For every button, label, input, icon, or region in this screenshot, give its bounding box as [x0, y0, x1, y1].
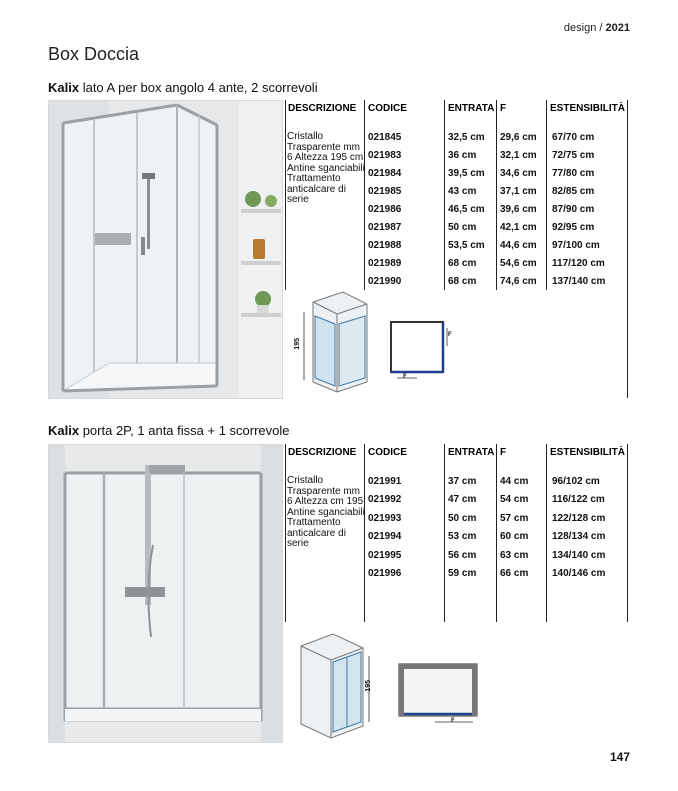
section-1-title: [48, 80, 318, 95]
cell-estensibilita: 77/80 cm: [552, 168, 595, 179]
cell-entrata: 68 cm: [448, 276, 477, 287]
cell-codice: 021996: [368, 568, 402, 579]
cell-estensibilita: 122/128 cm: [552, 512, 606, 524]
page-number: 147: [609, 750, 630, 764]
cell-f: 66 cm: [500, 568, 529, 579]
cell-entrata: 46,5 cm: [448, 204, 485, 215]
cell-estensibilita: 82/85 cm: [552, 186, 595, 197]
cell-estensibilita: 92/95 cm: [552, 222, 595, 233]
cell-codice: 021983: [368, 150, 402, 161]
cell-entrata: 53,5 cm: [448, 240, 485, 251]
cell-codice: 021994: [368, 531, 402, 543]
plan-diagram-2: [395, 660, 485, 730]
cell-f: 34,6 cm: [500, 168, 537, 179]
header-entrata: ENTRATA: [448, 103, 495, 114]
cell-entrata: 68 cm: [448, 258, 477, 269]
cell-codice: 021986: [368, 204, 402, 215]
table-divider: [285, 100, 286, 290]
iso-niche-icon: [295, 630, 375, 742]
table-divider: [496, 444, 497, 622]
page-title: Box Doccia: [48, 44, 140, 64]
cell-entrata: 50 cm: [448, 222, 477, 233]
iso-box-icon: [295, 290, 375, 400]
cell-estensibilita: 117/120 cm: [552, 258, 605, 269]
cell-f: 32,1 cm: [500, 150, 537, 161]
cell-estensibilita: 137/140 cm: [552, 276, 606, 287]
header-estensibilita: ESTENSIBILITÀ: [550, 447, 626, 458]
f-label: F: [403, 374, 407, 380]
table-divider: [546, 100, 547, 290]
corner-box-illustration: [49, 101, 282, 398]
cell-estensibilita: 140/146 cm: [552, 568, 606, 579]
cell-entrata: 56 cm: [448, 549, 477, 561]
cell-codice: 021992: [368, 494, 402, 506]
iso-diagram-1: [295, 290, 375, 400]
product-photo-niche-door: [48, 444, 283, 743]
niche-door-illustration: [49, 445, 282, 742]
plan-view-icon: [395, 660, 485, 730]
cell-codice: 021987: [368, 222, 402, 233]
height-label: 195: [294, 338, 301, 350]
cell-entrata: 36 cm: [448, 150, 477, 161]
cell-entrata: 39,5 cm: [448, 168, 485, 179]
cell-entrata: 43 cm: [448, 186, 477, 197]
table-divider: [627, 100, 628, 398]
cell-estensibilita: 67/70 cm: [552, 132, 595, 143]
cell-codice: 021985: [368, 186, 402, 197]
section-2-title: [48, 423, 290, 438]
cell-entrata: 53 cm: [448, 531, 477, 543]
cell-f: 63 cm: [500, 549, 529, 561]
design-label: design /: [563, 22, 603, 34]
description: Cristallo Trasparente mm 6 Altezza cm 195 Antine sganciabili Trattamento anticalcare di serie: [287, 475, 365, 549]
cell-f: 44,6 cm: [500, 240, 537, 251]
header-entrata: ENTRATA: [448, 447, 495, 458]
year: 2021: [605, 22, 630, 34]
cell-f: 60 cm: [500, 531, 529, 543]
cell-estensibilita: 116/122 cm: [552, 494, 605, 506]
cell-f: 74,6 cm: [500, 276, 537, 287]
cell-f: 44 cm: [500, 476, 529, 487]
product-photo-corner-box: [48, 100, 283, 399]
cell-codice: 021984: [368, 168, 402, 179]
table-divider: [546, 444, 547, 622]
plan-view-icon: [387, 318, 457, 386]
cell-f: 54,6 cm: [500, 258, 537, 269]
cell-codice: 021990: [368, 276, 402, 287]
table-divider: [627, 444, 628, 622]
table-divider: [444, 100, 445, 290]
header-estensibilita: ESTENSIBILITÀ: [550, 103, 626, 114]
product-name: Kalix: [48, 423, 80, 438]
cell-f: 39,6 cm: [500, 204, 537, 215]
cell-estensibilita: 72/75 cm: [552, 150, 595, 161]
cell-estensibilita: 97/100 cm: [552, 240, 600, 251]
description: Cristallo Trasparente mm 6 Altezza 195 cm Antine sganciabili Trattamento anticalcare di serie: [287, 131, 365, 205]
table-divider: [496, 100, 497, 290]
cell-f: 54 cm: [500, 494, 529, 506]
header-descrizione: DESCRIZIONE: [288, 103, 357, 114]
cell-f: 29,6 cm: [500, 132, 537, 143]
header-codice: CODICE: [368, 447, 407, 458]
cell-f: 37,1 cm: [500, 186, 537, 197]
cell-entrata: 50 cm: [448, 512, 477, 524]
cell-codice: 021845: [368, 132, 402, 143]
iso-diagram-2: [295, 630, 375, 742]
f-label: F: [448, 332, 452, 338]
cell-entrata: 59 cm: [448, 568, 477, 579]
cell-f: 57 cm: [500, 512, 529, 524]
plan-diagram-1: [387, 318, 457, 386]
cell-estensibilita: 134/140 cm: [552, 549, 606, 561]
cell-codice: 021993: [368, 512, 402, 524]
cell-estensibilita: 96/102 cm: [552, 476, 600, 487]
cell-codice: 021991: [368, 476, 402, 487]
header-descrizione: DESCRIZIONE: [288, 447, 357, 458]
cell-entrata: 47 cm: [448, 494, 477, 506]
header-tag: [564, 22, 630, 34]
table-divider: [285, 444, 286, 622]
table-divider: [444, 444, 445, 622]
section-2-subtitle: porta 2P, 1 anta fissa + 1 scorrevole: [82, 423, 290, 438]
cell-codice: 021988: [368, 240, 402, 251]
cell-estensibilita: 128/134 cm: [552, 531, 606, 543]
product-name: Kalix: [48, 80, 80, 95]
height-label: 195: [365, 680, 372, 692]
cell-f: 42,1 cm: [500, 222, 537, 233]
header-f: F: [500, 103, 507, 114]
f-label: F: [451, 718, 455, 724]
cell-codice: 021995: [368, 549, 402, 561]
header-codice: CODICE: [368, 103, 407, 114]
cell-entrata: 32,5 cm: [448, 132, 485, 143]
cell-codice: 021989: [368, 258, 402, 269]
section-1-subtitle: lato A per box angolo 4 ante, 2 scorrevoli: [82, 80, 318, 95]
cell-estensibilita: 87/90 cm: [552, 204, 595, 215]
header-f: F: [500, 447, 507, 458]
cell-entrata: 37 cm: [448, 476, 477, 487]
